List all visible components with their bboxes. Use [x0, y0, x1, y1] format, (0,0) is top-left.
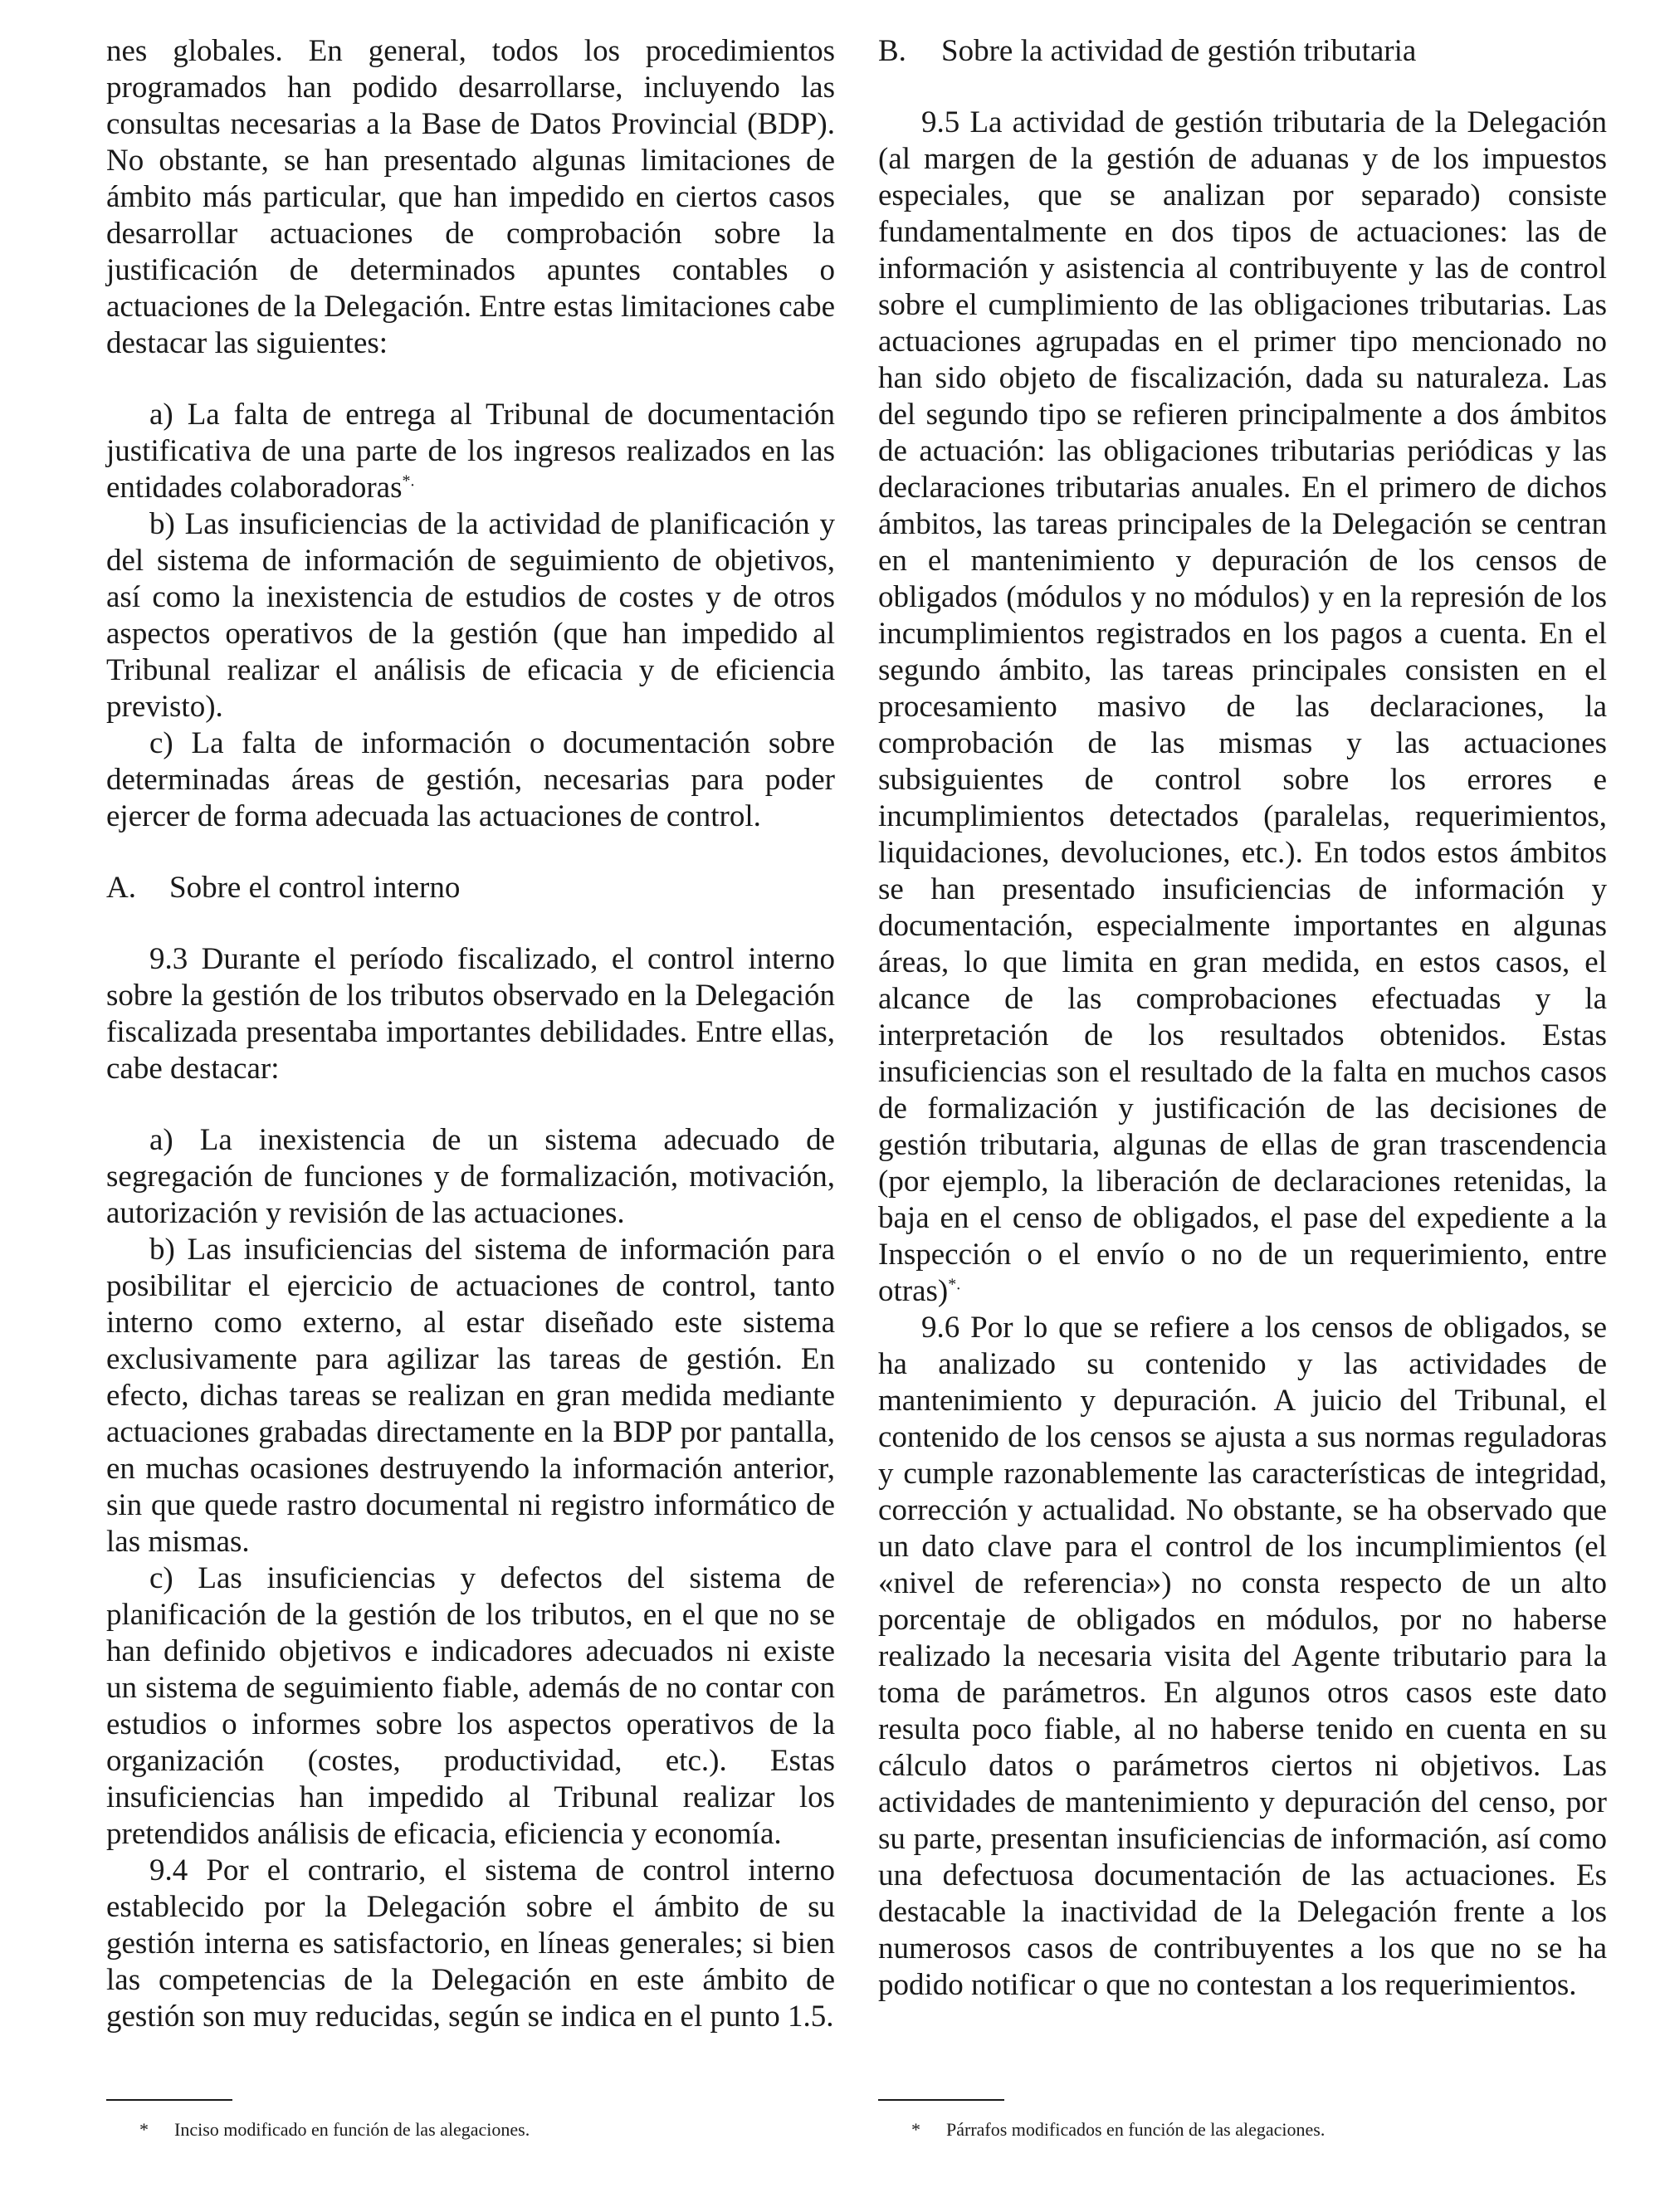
- paragraph-9-6: 9.6 Por lo que se refiere a los censos de obligados, se ha analizado su contenido y las actividades de mantenimiento y depuración. A juicio del Tribunal, el contenido de los censos se ajusta a sus normas reguladoras y cumple razonablemente las características de integridad, corrección y actualidad. No obstante, se ha observado que un dato clave para el control de los incumplimientos (el «nivel de referencia») no consta respecto de un alto porcentaje de obligados en módulos, por no haberse realizado la necesaria visita del Agente tributario para la toma de parámetros. En algunos otros casos este dato resulta poco fiable, al no haberse tenido en cuenta en su cálculo datos o parámetros ciertos ni objetivos. Las actividades de mantenimiento y depuración del censo, por su parte, presentan insuficiencias de información, así como una defectuosa documentación de las actuaciones. Es destacable la inactividad de la Delegación frente a los numerosos casos de contribuyentes a los que no se ha podido notificar o que no contestan a los requerimientos.: [878, 1311, 1607, 2002]
- footnote-rule: [878, 2099, 1004, 2101]
- section-title: Sobre la actividad de gestión tributaria: [941, 34, 1417, 68]
- footnote-marker: *: [139, 2119, 149, 2140]
- section-heading-b: [878, 33, 1607, 70]
- footnote-ref: *.: [948, 1275, 961, 1294]
- weakness-b: b) Las insuficiencias del sistema de información para posibilitar el ejercicio de actuaciones de control, tanto interno como externo, al estar diseñado este sistema exclusivamente para agilizar las tareas de gestión. En efecto, dichas tareas se realizan en gran medida mediante actuaciones grabadas directamente en la BDP por pantalla, en muchas ocasiones destruyendo la información anterior, sin que quede rastro documental ni registro informático de las mismas.: [106, 1233, 835, 1559]
- footnote-right: [911, 2118, 1325, 2141]
- limitation-b: b) Las insuficiencias de la actividad de planificación y del sistema de información de seguimiento de objetivos, así como la inexistencia de estudios de costes y de otros aspectos operativos de la gestión (que han impedido al Tribunal realizar el análisis de eficacia y de eficiencia previsto).: [106, 507, 835, 724]
- footnote-text: Inciso modificado en función de las alegaciones.: [174, 2119, 530, 2140]
- section-letter: B.: [878, 34, 906, 68]
- left-column: [106, 33, 835, 2035]
- paragraph-9-5: [878, 105, 1607, 1310]
- footnote-text: Párrafos modificados en función de las alegaciones.: [946, 2119, 1326, 2140]
- section-title: Sobre el control interno: [169, 871, 461, 905]
- section-letter: A.: [106, 871, 136, 905]
- footnote-rule: [106, 2099, 232, 2101]
- paragraph-9-5-text: 9.5 La actividad de gestión tributaria de la Delegación (al margen de la gestión de aduanas y de los impuestos especiales, que se analizan por separado) consiste fundamentalmente en dos tipos de actuaciones: las de información y asistencia al contribuyente y las de control sobre el cumplimiento de las obligaciones tributarias. Las actuaciones agrupadas en el primer tipo mencionado no han sido objeto de fiscalización, dada su naturaleza. Las del segundo tipo se refieren principalmente a dos ámbitos de actuación: las obligaciones tributarias periódicas y las declaraciones tributarias anuales. En el primero de dichos ámbitos, las tareas principales de la Delegación se centran en el mantenimiento y depuración de los censos de obligados (módulos y no módulos) y en la represión de los incumplimientos registrados en los pagos a cuenta. En el segundo ámbito, las tareas principales consisten en el procesamiento masivo de las declaraciones, la comprobación de las mismas y las actuaciones subsiguientes de control sobre los errores e incumplimientos detectados (paralelas, requerimientos, liquidaciones, devoluciones, etc.). En todos estos ámbitos se han presentado insuficiencias de información y documentación, especialmente importantes en algunas áreas, lo que limita en gran medida, en estos casos, el alcance de las comprobaciones efectuadas y la interpretación de los resultados obtenidos. Estas insuficiencias son el resultado de la falta en muchos casos de formalización y justificación de las decisiones de gestión tributaria, algunas de ellas de gran trascendencia (por ejemplo, la liberación de declaraciones retenidas, la baja en el censo de obligados, el pase del expediente a la Inspección o el envío o no de un requerimiento, entre otras): [878, 105, 1607, 1308]
- footnote-marker: *: [911, 2119, 920, 2140]
- weakness-c: c) Las insuficiencias y defectos del sistema de planificación de la gestión de los tributos, en el que no se han definido objetivos e indicadores adecuados ni existe un sistema de seguimiento fiable, además de no contar con estudios o informes sobre los aspectos operativos de la organización (costes, productividad, etc.). Estas insuficiencias han impedido al Tribunal realizar los pretendidos análisis de eficacia, eficiencia y economía.: [106, 1561, 835, 1851]
- weakness-a: a) La inexistencia de un sistema adecuado de segregación de funciones y de formalización, motivación, autorización y revisión de las actuaciones.: [106, 1123, 835, 1230]
- paragraph-9-4: 9.4 Por el contrario, el sistema de control interno establecido por la Delegación sobre el ámbito de su gestión interna es satisfactorio, en líneas generales; si bien las competencias de la Delegación en este ámbito de gestión son muy reducidas, según se indica en el punto 1.5.: [106, 1853, 835, 2034]
- limitation-c: c) La falta de información o documentación sobre determinadas áreas de gestión, necesarias para poder ejercer de forma adecuada las actuaciones de control.: [106, 726, 835, 833]
- limitation-a-text: a) La falta de entrega al Tribunal de documentación justificativa de una parte de los ingresos realizados en las entidades colaboradoras: [106, 398, 835, 505]
- right-column: [878, 33, 1607, 2004]
- paragraph-9-3: 9.3 Durante el período fiscalizado, el control interno sobre la gestión de los tributos observado en la Delegación fiscalizada presentaba importantes debilidades. Entre ellas, cabe destacar:: [106, 942, 835, 1086]
- intro-paragraph: nes globales. En general, todos los procedimientos programados han podido desarrollarse, incluyendo las consultas necesarias a la Base de Datos Provincial (BDP). No obstante, se han presentado algunas limitaciones de ámbito más particular, que han impedido en ciertos casos desarrollar actuaciones de comprobación sobre la justificación de determinados apuntes contables o actuaciones de la Delegación. Entre estas limitaciones cabe destacar las siguientes:: [106, 34, 835, 360]
- footnote-ref: *.: [402, 471, 415, 491]
- section-heading-a: [106, 870, 835, 906]
- limitation-a: [106, 397, 835, 506]
- footnote-left: [139, 2118, 530, 2141]
